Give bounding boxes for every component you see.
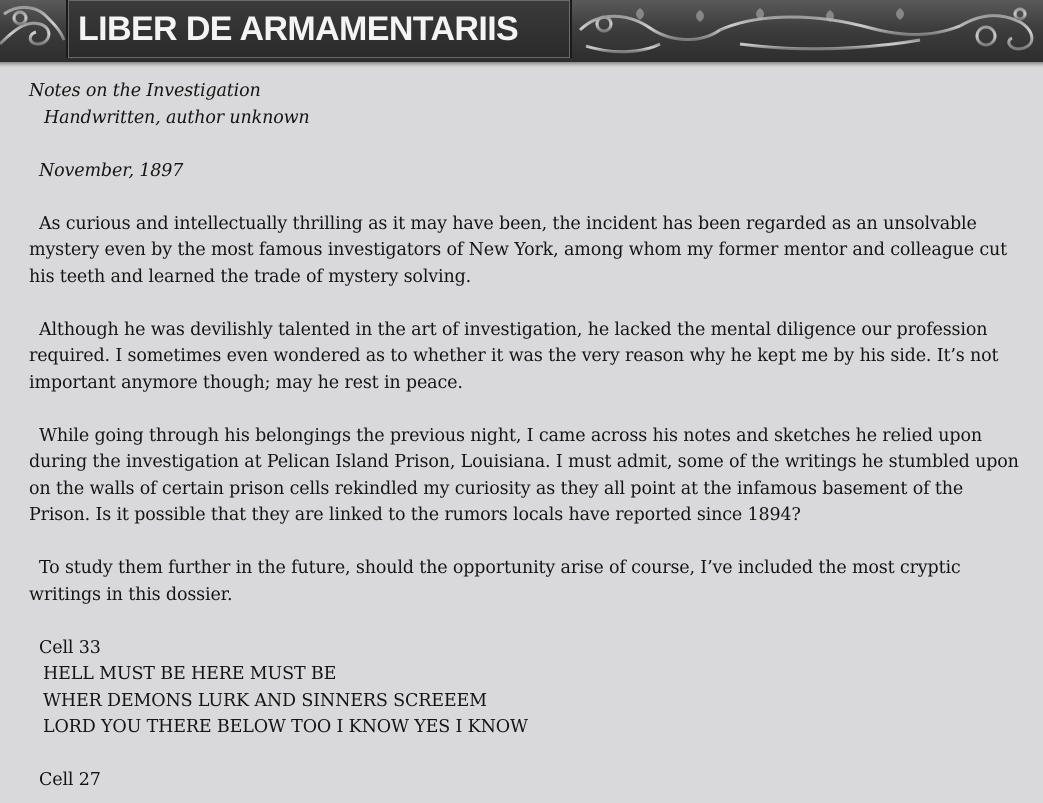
cell-writing-line: HELL MUST BE HERE MUST BE — [43, 664, 337, 684]
document-subheading: Handwritten, author unknown — [44, 107, 310, 128]
paragraph-3-line: during the investigation at Pelican Island Prison, Louisiana. I must admit, some of the writings he stumbled upon — [29, 452, 1019, 472]
paragraph-2-line: required. I sometimes even wondered as to whether it was the very reason why he kept me by his side. It’s not — [29, 346, 999, 366]
cell-label: Cell 27 — [39, 770, 101, 790]
header-divider — [0, 62, 1043, 68]
paragraph-4-line: To study them further in the future, should the opportunity arise of course, I’ve included the most cryptic — [39, 558, 961, 578]
cell-33-writing — [29, 635, 1039, 741]
paragraph-2 — [29, 317, 1039, 397]
paragraph-4-line: writings in this dossier. — [29, 584, 233, 605]
paragraph-1-line: mystery even by the most famous investigators of New York, among whom my former mentor and colleague cut — [29, 240, 1008, 260]
document-body — [29, 78, 1039, 794]
cell-27-writing — [29, 767, 1039, 794]
header-banner — [0, 0, 1043, 64]
paragraph-3-line: While going through his belongings the previous night, I came across his notes and sketches he relied upon — [39, 425, 982, 446]
paragraph-1-line: As curious and intellectually thrilling as it may have been, the incident has been regarded as an unsolvable — [39, 213, 977, 234]
paragraph-3-line: on the walls of certain prison cells rekindled my curiosity as they all point at the infamous basement of the — [29, 478, 964, 499]
cell-label: Cell 33 — [39, 637, 101, 658]
paragraph-1-line: his teeth and learned the trade of mystery solving. — [29, 266, 472, 287]
paragraph-2-line: Although he was devilishly talented in the art of investigation, he lacked the mental diligence our profession — [39, 319, 988, 340]
paragraph-1 — [29, 211, 1039, 291]
title-plate — [66, 0, 572, 58]
paragraph-3 — [29, 423, 1039, 529]
document-heading: Notes on the Investigation — [29, 81, 261, 101]
paragraph-4 — [29, 555, 1039, 608]
paragraph-2-line: important anymore though; may he rest in peace. — [29, 372, 463, 393]
cell-writing-line: WHER DEMONS LURK AND SINNERS SCREEEM — [43, 690, 487, 711]
document-date: November, 1897 — [39, 160, 184, 181]
page-title: LIBER DE ARMAMENTARIIS — [78, 10, 519, 48]
cell-writing-line: LORD YOU THERE BELOW TOO I KNOW YES I KNOW — [43, 717, 528, 737]
paragraph-3-line: Prison. Is it possible that they are linked to the rumors locals have reported since 1894? — [29, 505, 801, 525]
